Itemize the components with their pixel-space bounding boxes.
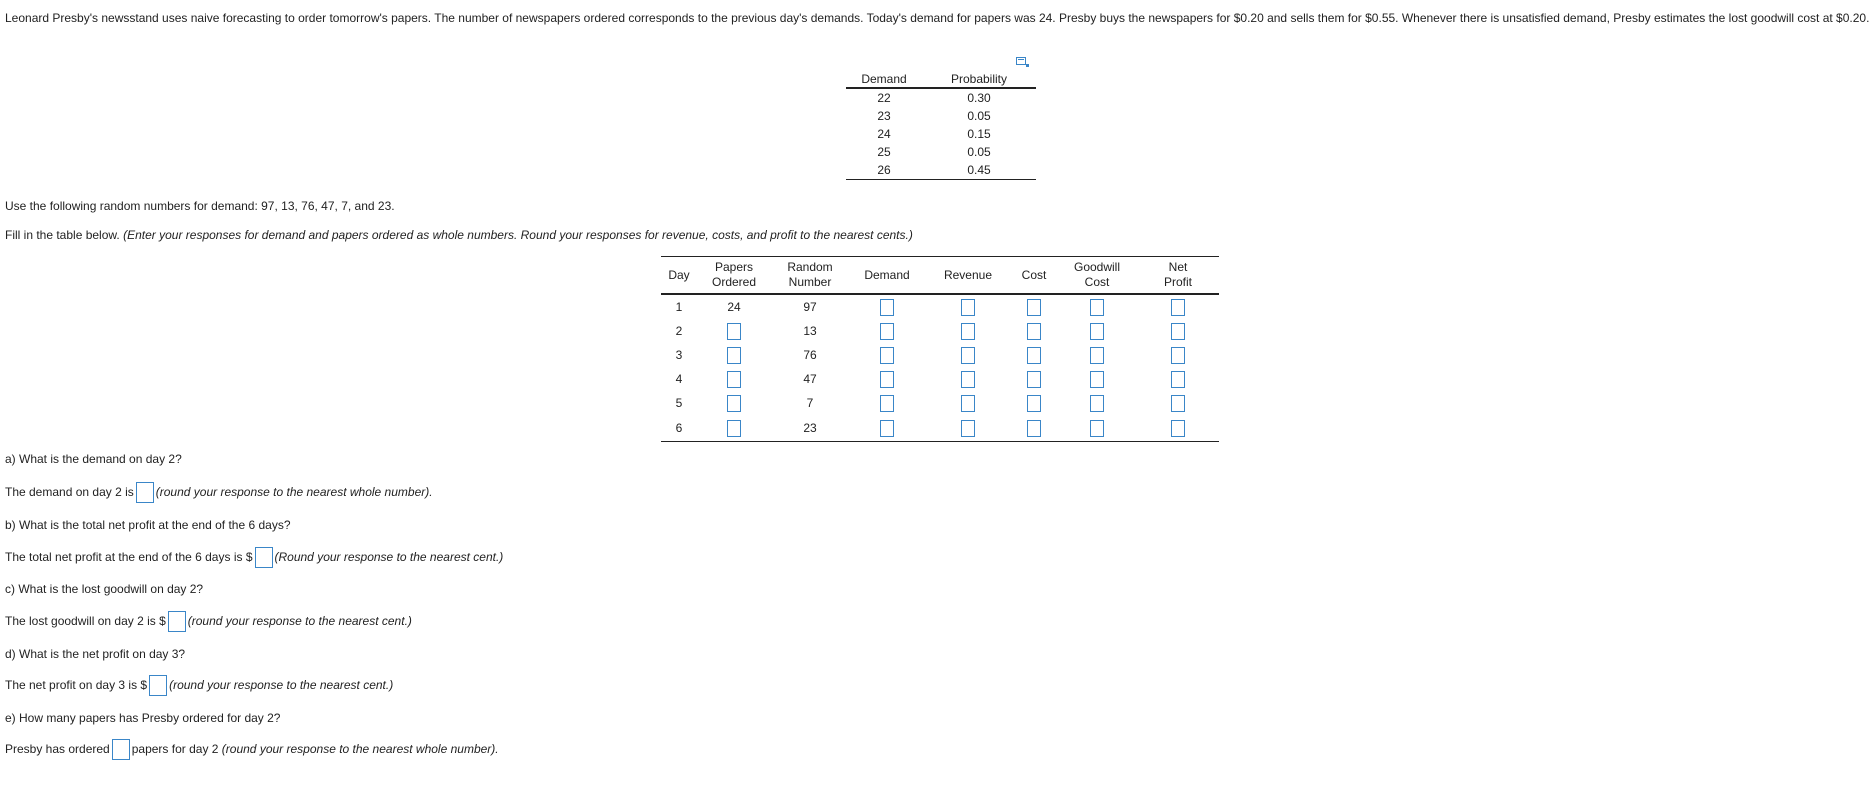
- answer-b-line: [5, 547, 503, 568]
- col-header-goodwill-cost: Goodwill Cost: [1057, 257, 1137, 295]
- copy-icon[interactable]: [1016, 57, 1029, 67]
- answer-b-prefix: The total net profit at the end of the 6 days is $: [5, 550, 253, 564]
- table-row: [661, 415, 1219, 442]
- papers-ordered-input[interactable]: [727, 371, 741, 388]
- prob-row: [846, 143, 1036, 161]
- papers-ordered-cell: 24: [727, 300, 741, 314]
- table-row: [661, 294, 1219, 319]
- answer-e-input[interactable]: [112, 739, 130, 760]
- random-number-cell: 7: [806, 396, 814, 410]
- random-number-cell: 13: [803, 324, 817, 338]
- prob-demand: 23: [877, 109, 891, 123]
- answer-a-prefix: The demand on day 2 is: [5, 485, 134, 499]
- simulation-table: [661, 256, 1219, 442]
- random-number-cell: 76: [803, 348, 817, 362]
- random-numbers-text: Use the following random numbers for demand: 97, 13, 76, 47, 7, and 23.: [5, 199, 395, 213]
- fill-instructions-main: Fill in the table below.: [5, 228, 120, 242]
- prob-row: [846, 161, 1036, 180]
- random-number-cell: 97: [803, 300, 817, 314]
- answer-a-input[interactable]: [136, 482, 154, 503]
- day-cell: 3: [675, 348, 683, 362]
- revenue-input[interactable]: [961, 420, 975, 437]
- revenue-input[interactable]: [961, 299, 975, 316]
- question-d: d) What is the net profit on day 3?: [5, 647, 186, 661]
- answer-d-prefix: The net profit on day 3 is $: [5, 678, 148, 692]
- fill-instructions-hint: (Enter your responses for demand and papers ordered as whole numbers. Round your responses for revenue, costs, and profit to the nearest cents.): [123, 228, 913, 242]
- answer-c-hint: (round your response to the nearest cent.): [187, 614, 412, 628]
- prob-demand: 22: [877, 91, 891, 105]
- question-c: c) What is the lost goodwill on day 2?: [5, 582, 204, 596]
- prob-value: 0.45: [922, 161, 1036, 180]
- cost-input[interactable]: [1027, 395, 1041, 412]
- demand-input[interactable]: [880, 347, 894, 364]
- answer-e-hint: (round your response to the nearest whole number).: [221, 742, 499, 756]
- revenue-input[interactable]: [961, 323, 975, 340]
- net-profit-input[interactable]: [1171, 323, 1185, 340]
- prob-value: 0.15: [967, 127, 991, 141]
- answer-d-line: [5, 675, 393, 696]
- answer-d-hint: (round your response to the nearest cent.): [169, 678, 394, 692]
- goodwill-cost-input[interactable]: [1090, 371, 1104, 388]
- cost-input[interactable]: [1027, 299, 1041, 316]
- prob-value: 0.30: [967, 91, 991, 105]
- answer-e-middle: papers for day 2: [131, 742, 219, 756]
- answer-e-prefix: Presby has ordered: [5, 742, 110, 756]
- revenue-input[interactable]: [961, 371, 975, 388]
- prob-value: 0.05: [967, 145, 991, 159]
- cost-input[interactable]: [1027, 323, 1041, 340]
- prob-value: 0.05: [967, 109, 991, 123]
- day-cell: 4: [675, 372, 683, 386]
- day-cell: 6: [661, 415, 697, 442]
- prob-header-demand: Demand: [846, 70, 922, 88]
- net-profit-input[interactable]: [1171, 347, 1185, 364]
- answer-b-hint: (Round your response to the nearest cent.): [274, 550, 504, 564]
- col-header-day: Day: [661, 257, 697, 295]
- day-cell: 2: [675, 324, 683, 338]
- goodwill-cost-input[interactable]: [1090, 420, 1104, 437]
- prob-row: [846, 88, 1036, 107]
- answer-e-line: [5, 739, 499, 760]
- prob-demand: 26: [846, 161, 922, 180]
- goodwill-cost-input[interactable]: [1090, 323, 1104, 340]
- cost-input[interactable]: [1027, 347, 1041, 364]
- cost-input[interactable]: [1027, 420, 1041, 437]
- problem-intro: Leonard Presby's newsstand uses naive forecasting to order tomorrow's papers. The number of newspapers ordered corresponds to the previous day's demands. Today's demand for papers was 24. Presby buys the newspapers for $0.20 and sells them for $0.55. Whenever there is unsatisfied demand, Presby estimates the lost goodwill cost at $0.20.: [5, 11, 1870, 25]
- fill-instructions: [5, 228, 913, 242]
- probability-table: [846, 70, 1036, 180]
- prob-row: [846, 107, 1036, 125]
- table-row: [661, 367, 1219, 391]
- net-profit-input[interactable]: [1171, 395, 1185, 412]
- table-row: [661, 319, 1219, 343]
- table-row: [661, 343, 1219, 367]
- goodwill-cost-input[interactable]: [1090, 347, 1104, 364]
- random-number-cell: 47: [803, 372, 817, 386]
- papers-ordered-input[interactable]: [727, 347, 741, 364]
- cost-input[interactable]: [1027, 371, 1041, 388]
- col-header-net-profit: Net Profit: [1137, 257, 1219, 295]
- col-header-cost: Cost: [1011, 257, 1057, 295]
- goodwill-cost-input[interactable]: [1090, 299, 1104, 316]
- demand-input[interactable]: [880, 395, 894, 412]
- question-a: a) What is the demand on day 2?: [5, 452, 182, 466]
- demand-input[interactable]: [880, 420, 894, 437]
- answer-c-input[interactable]: [168, 611, 186, 632]
- papers-ordered-input[interactable]: [727, 323, 741, 340]
- col-header-revenue: Revenue: [925, 257, 1011, 295]
- papers-ordered-input[interactable]: [727, 420, 741, 437]
- prob-row: [846, 125, 1036, 143]
- day-cell: 5: [675, 396, 683, 410]
- revenue-input[interactable]: [961, 347, 975, 364]
- question-b: b) What is the total net profit at the end of the 6 days?: [5, 518, 291, 532]
- answer-d-input[interactable]: [149, 675, 167, 696]
- answer-c-line: [5, 611, 412, 632]
- answer-b-input[interactable]: [255, 547, 273, 568]
- col-header-papers-ordered: Papers Ordered: [697, 257, 771, 295]
- day-cell: 1: [675, 300, 683, 314]
- col-header-demand: Demand: [849, 257, 925, 295]
- prob-demand: 24: [877, 127, 891, 141]
- papers-ordered-input[interactable]: [727, 395, 741, 412]
- net-profit-input[interactable]: [1171, 299, 1185, 316]
- revenue-input[interactable]: [961, 395, 975, 412]
- answer-a-line: [5, 482, 433, 503]
- prob-header-probability: Probability: [922, 70, 1036, 88]
- question-e: e) How many papers has Presby ordered for day 2?: [5, 711, 281, 725]
- random-number-cell: 23: [771, 415, 849, 442]
- answer-c-prefix: The lost goodwill on day 2 is $: [5, 614, 166, 628]
- col-header-random-number: Random Number: [771, 257, 849, 295]
- goodwill-cost-input[interactable]: [1090, 395, 1104, 412]
- net-profit-input[interactable]: [1171, 420, 1185, 437]
- demand-input[interactable]: [880, 371, 894, 388]
- net-profit-input[interactable]: [1171, 371, 1185, 388]
- answer-a-hint: (round your response to the nearest whole number).: [155, 485, 433, 499]
- table-row: [661, 391, 1219, 415]
- demand-input[interactable]: [880, 299, 894, 316]
- prob-demand: 25: [877, 145, 891, 159]
- demand-input[interactable]: [880, 323, 894, 340]
